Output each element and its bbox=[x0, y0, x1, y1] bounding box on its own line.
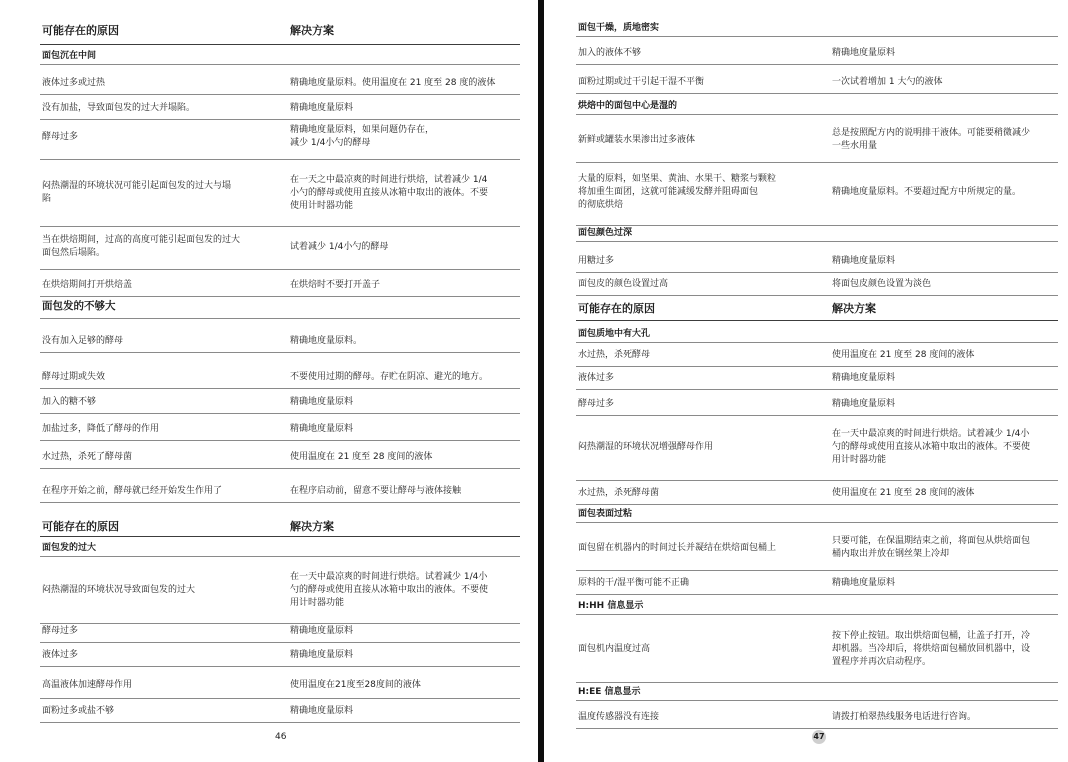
rule-line bbox=[576, 36, 1058, 37]
cause-cell-line: 水过热，杀死了酵母菌 bbox=[42, 451, 133, 462]
solution-cell-line: 只要可能，在保温期结束之前，将面包从烘焙面包 bbox=[832, 536, 1031, 546]
solution-cell bbox=[290, 371, 488, 384]
rule-line bbox=[40, 536, 520, 537]
cause-cell bbox=[578, 134, 695, 147]
cause-cell bbox=[42, 649, 78, 662]
solution-cell-line: 置程序并再次启动程序。 bbox=[832, 656, 932, 667]
solution-cell-line: 精确地度量原料 bbox=[832, 255, 896, 266]
rule-line bbox=[576, 272, 1058, 273]
rule-line bbox=[40, 556, 520, 557]
solution-cell bbox=[290, 571, 488, 610]
rule-line bbox=[40, 468, 520, 469]
cause-cell-line: 闷热潮湿的环境状况增强酵母作用 bbox=[578, 441, 714, 452]
cause-cell-line: 水过热，杀死酵母 bbox=[578, 349, 651, 360]
cause-cell bbox=[578, 577, 689, 590]
solution-cell-line: 精确地度量原料 bbox=[290, 649, 354, 660]
cause-cell bbox=[578, 372, 614, 385]
cause-cell-line: 用糖过多 bbox=[578, 255, 615, 266]
cause-cell-line: 没有加盐，导致面包发的过大并塌陷。 bbox=[42, 102, 196, 113]
rule-line bbox=[576, 504, 1058, 505]
solution-cell-line: 桶内取出并放在钢丝架上冷却 bbox=[832, 549, 950, 559]
cause-cell bbox=[42, 485, 222, 498]
rule-line bbox=[40, 159, 520, 160]
cause-cell bbox=[578, 711, 659, 724]
cause-cell bbox=[42, 705, 114, 718]
rule-line bbox=[576, 700, 1058, 701]
solution-cell-line: 精确地度量原料 bbox=[290, 423, 354, 434]
solution-cell-line: 精确地度量原料。不要超过配方中所规定的量。 bbox=[832, 186, 1022, 197]
cause-cell-line: 液体过多 bbox=[578, 372, 615, 383]
cause-cell bbox=[42, 584, 195, 597]
rule-line bbox=[576, 415, 1058, 416]
rule-line bbox=[576, 570, 1058, 571]
cause-cell bbox=[42, 131, 78, 144]
cause-cell bbox=[578, 542, 776, 555]
section-title: 面包表面过粘 bbox=[578, 509, 633, 519]
cause-cell-line: 高温液体加速酵母作用 bbox=[42, 679, 133, 690]
cause-cell-line: 面粉过期或过干引起干湿不平衡 bbox=[578, 76, 705, 87]
solution-cell-line: 一次试着增加 1 大勺的液体 bbox=[832, 76, 943, 87]
cause-cell bbox=[578, 441, 713, 454]
section-title: H:HH 信息显示 bbox=[578, 601, 644, 611]
cause-cell-line: 陷 bbox=[42, 194, 52, 204]
section-title: 面包颜色过深 bbox=[578, 228, 633, 238]
solution-cell-line: 却机器。当冷却后，将烘焙面包桶放回机器中，设 bbox=[832, 643, 1031, 654]
rule-line bbox=[576, 682, 1058, 683]
solution-cell bbox=[290, 174, 488, 213]
cause-cell bbox=[42, 335, 123, 348]
rule-line bbox=[40, 296, 520, 297]
cause-cell bbox=[42, 396, 96, 409]
solution-cell-line: 将面包皮颜色设置为淡色 bbox=[832, 278, 932, 289]
solution-cell-line: 在一天中最凉爽的时间进行烘焙。试着减少 1/4小 bbox=[290, 571, 488, 582]
solution-cell bbox=[832, 278, 931, 291]
rule-line bbox=[40, 440, 520, 441]
solution-cell bbox=[832, 577, 895, 590]
cause-cell bbox=[42, 279, 132, 292]
solution-cell-line: 使用温度在 21 度至 28 度间的液体 bbox=[832, 349, 975, 360]
rule-line bbox=[576, 162, 1058, 163]
solution-cell-line: 精确地度量原料 bbox=[832, 398, 896, 409]
rule-line bbox=[576, 614, 1058, 615]
cause-cell-line: 当在烘焙期间，过高的高度可能引起面包发的过大 bbox=[42, 235, 241, 245]
solution-cell-line: 小勺的酵母或使用直接从冰箱中取出的液体。不要 bbox=[290, 187, 489, 198]
solution-cell-line: 精确地度量原料 bbox=[290, 625, 354, 636]
solution-cell bbox=[290, 625, 353, 638]
solution-cell bbox=[832, 428, 1030, 467]
section-title: 面包沉在中间 bbox=[42, 51, 97, 61]
cause-cell bbox=[578, 173, 776, 212]
right-page bbox=[548, 0, 1068, 762]
section-title: 面包发的不够大 bbox=[42, 300, 116, 312]
cause-cell-line: 加入的糖不够 bbox=[42, 396, 97, 407]
rule-line bbox=[576, 522, 1058, 523]
solution-cell-line: 精确地度量原料 bbox=[832, 372, 896, 383]
rule-line bbox=[576, 366, 1058, 367]
cause-cell bbox=[42, 102, 195, 115]
rule-line bbox=[40, 388, 520, 389]
rule-line bbox=[40, 413, 520, 414]
cause-cell bbox=[578, 47, 641, 60]
cause-cell bbox=[42, 180, 231, 206]
cause-cell bbox=[578, 255, 614, 268]
solution-cell bbox=[290, 451, 432, 464]
section-title: H:EE 信息显示 bbox=[578, 687, 641, 697]
solution-cell-line: 精确地度量原料 bbox=[290, 396, 354, 407]
solution-cell-line: 按下停止按钮。取出烘焙面包桶，让盖子打开，冷 bbox=[832, 630, 1031, 641]
cause-cell-line: 没有加入足够的酵母 bbox=[42, 335, 124, 346]
page-number: 46 bbox=[275, 732, 287, 742]
rule-line bbox=[40, 642, 520, 643]
rule-line bbox=[576, 594, 1058, 595]
cause-cell-line: 在烘焙期间打开烘焙盖 bbox=[42, 279, 133, 290]
cause-cell bbox=[42, 371, 105, 384]
solution-cell bbox=[832, 76, 942, 89]
solution-cell bbox=[832, 186, 1021, 199]
solution-cell bbox=[290, 649, 353, 662]
solution-cell-line: 在程序启动前，留意不要让酵母与液体接触 bbox=[290, 485, 462, 496]
cause-cell-line: 酵母过多 bbox=[578, 398, 615, 409]
cause-cell-line: 液体过多或过热 bbox=[42, 77, 106, 88]
solution-cell bbox=[290, 679, 421, 692]
rule-line bbox=[40, 94, 520, 95]
rule-line bbox=[576, 114, 1058, 115]
solution-cell-line: 不要使用过期的酵母。存贮在阴凉、避光的地方。 bbox=[290, 371, 489, 382]
solution-cell-line: 使用温度在 21 度至 28 度间的液体 bbox=[290, 451, 433, 462]
solution-cell bbox=[290, 705, 353, 718]
solution-cell bbox=[832, 535, 1030, 561]
solution-cell-line: 使用温度在21度至28度间的液体 bbox=[290, 679, 421, 690]
solution-cell-line: 精确地度量原料。 bbox=[290, 335, 363, 346]
solution-cell bbox=[832, 630, 1030, 669]
cause-cell-line: 闷热潮湿的环境状况导致面包发的过大 bbox=[42, 584, 196, 595]
cause-cell-line: 在程序开始之前，酵母就已经开始发生作用了 bbox=[42, 485, 223, 496]
solution-cell-line: 在一天中最凉爽的时间进行烘焙。试着减少 1/4小 bbox=[832, 428, 1030, 439]
solution-cell bbox=[832, 255, 895, 268]
solution-cell-line: 试着减少 1/4小勺的酵母 bbox=[290, 241, 389, 252]
cause-cell bbox=[42, 234, 240, 260]
rule-line bbox=[40, 352, 520, 353]
cause-cell-line: 酵母过多 bbox=[42, 625, 79, 636]
solution-cell-line: 使用温度在 21 度至 28 度间的液体 bbox=[832, 487, 975, 498]
cause-cell-line: 的彻底烘焙 bbox=[578, 199, 624, 210]
cause-cell-line: 闷热潮湿的环境状况可能引起面包发的过大与塌 bbox=[42, 181, 232, 191]
solution-cell bbox=[832, 127, 1030, 153]
rule-line bbox=[40, 502, 520, 503]
rule-line bbox=[576, 728, 1058, 729]
solution-cell-line: 使用计时器功能 bbox=[290, 200, 354, 211]
solution-cell-line: 勺的酵母或使用直接从冰箱中取出的液体。不要使 bbox=[290, 584, 489, 595]
cause-cell-line: 液体过多 bbox=[42, 649, 79, 660]
rule-line bbox=[576, 241, 1058, 242]
header-cause: 可能存在的原因 bbox=[42, 24, 119, 37]
solution-cell bbox=[832, 711, 976, 724]
solution-cell-line: 一些水用量 bbox=[832, 141, 878, 151]
solution-cell-line: 请拨打柏翠热线服务电话进行咨询。 bbox=[832, 711, 977, 722]
cause-cell-line: 面粉过多或盐不够 bbox=[42, 705, 115, 716]
cause-cell-line: 面包皮的颜色设置过高 bbox=[578, 278, 669, 289]
cause-cell-line: 温度传感器没有连接 bbox=[578, 711, 660, 722]
cause-cell bbox=[42, 625, 78, 638]
cause-cell bbox=[578, 487, 659, 500]
solution-cell bbox=[832, 47, 895, 60]
rule-line bbox=[40, 269, 520, 270]
solution-cell-line: 精确地度量原料，如果问题仍存在， bbox=[290, 125, 435, 135]
solution-cell-line: 精确地度量原料 bbox=[290, 102, 354, 113]
rule-line bbox=[40, 119, 520, 120]
header-cause: 可能存在的原因 bbox=[578, 302, 655, 315]
solution-cell bbox=[290, 279, 380, 292]
cause-cell-line: 原料的干/湿平衡可能不正确 bbox=[578, 577, 690, 588]
cause-cell bbox=[578, 349, 650, 362]
rule-line bbox=[576, 320, 1058, 321]
solution-cell bbox=[290, 241, 388, 254]
cause-cell bbox=[42, 77, 105, 90]
cause-cell bbox=[42, 451, 132, 464]
rule-line bbox=[40, 226, 520, 227]
header-solution: 解决方案 bbox=[290, 24, 334, 37]
header-solution: 解决方案 bbox=[290, 520, 334, 533]
rule-line bbox=[40, 44, 520, 45]
solution-cell bbox=[290, 423, 353, 436]
cause-cell-line: 面包然后塌陷。 bbox=[42, 248, 106, 258]
solution-cell bbox=[832, 398, 895, 411]
rule-line bbox=[40, 698, 520, 699]
section-title: 烘焙中的面包中心是湿的 bbox=[578, 101, 678, 111]
solution-cell-line: 用计时器功能 bbox=[832, 454, 887, 465]
cause-cell-line: 面包留在机器内的时间过长并凝结在烘焙面包桶上 bbox=[578, 542, 777, 553]
solution-cell-line: 精确地度量原料 bbox=[832, 47, 896, 58]
rule-line bbox=[576, 225, 1058, 226]
solution-cell-line: 总是按照配方内的说明排干液体。可能要稍微减少 bbox=[832, 128, 1031, 138]
solution-cell-line: 精确地度量原料 bbox=[832, 577, 896, 588]
cause-cell-line: 加入的液体不够 bbox=[578, 47, 642, 58]
cause-cell bbox=[578, 398, 614, 411]
cause-cell bbox=[42, 679, 132, 692]
cause-cell-line: 酵母过期或失效 bbox=[42, 371, 106, 382]
section-title: 面包发的过大 bbox=[42, 543, 97, 553]
cause-cell bbox=[578, 76, 704, 89]
rule-line bbox=[576, 295, 1058, 296]
rule-line bbox=[576, 342, 1058, 343]
solution-cell bbox=[290, 124, 434, 150]
solution-cell-line: 在烘焙时不要打开盖子 bbox=[290, 279, 381, 290]
solution-cell-line: 用计时器功能 bbox=[290, 597, 345, 608]
cause-cell-line: 水过热，杀死酵母菌 bbox=[578, 487, 660, 498]
solution-cell-line: 在一天之中最凉爽的时间进行烘焙，试着减少 1/4 bbox=[290, 174, 488, 185]
solution-cell bbox=[290, 77, 495, 90]
page-number: 47 bbox=[812, 730, 826, 744]
cause-cell bbox=[42, 423, 159, 436]
solution-cell bbox=[290, 396, 353, 409]
rule-line bbox=[40, 318, 520, 319]
cause-cell-line: 将加重生面团，这就可能减缓发酵并阻碍面包 bbox=[578, 186, 759, 197]
solution-cell bbox=[290, 102, 353, 115]
solution-cell-line: 勺的酵母或使用直接从冰箱中取出的液体。不要使 bbox=[832, 441, 1031, 452]
solution-cell-line: 精确地度量原料。使用温度在 21 度至 28 度的液体 bbox=[290, 77, 496, 88]
section-title: 面包干燥，质地密实 bbox=[578, 23, 660, 33]
rule-line bbox=[40, 623, 520, 624]
cause-cell bbox=[578, 278, 668, 291]
cause-cell-line: 加盐过多，降低了酵母的作用 bbox=[42, 423, 160, 434]
cause-cell-line: 新鲜或罐装水果渗出过多液体 bbox=[578, 134, 696, 145]
header-solution: 解决方案 bbox=[832, 302, 876, 315]
cause-cell-line: 酵母过多 bbox=[42, 131, 79, 142]
solution-cell bbox=[832, 487, 974, 500]
solution-cell-line: 精确地度量原料 bbox=[290, 705, 354, 716]
solution-cell-line: 减少 1/4小勺的酵母 bbox=[290, 138, 371, 148]
section-title: 面包质地中有大孔 bbox=[578, 329, 651, 339]
solution-cell bbox=[290, 335, 362, 348]
rule-line bbox=[576, 64, 1058, 65]
rule-line bbox=[40, 64, 520, 65]
solution-cell bbox=[290, 485, 461, 498]
rule-line bbox=[576, 480, 1058, 481]
solution-cell bbox=[832, 349, 974, 362]
rule-line bbox=[576, 93, 1058, 94]
rule-line bbox=[576, 389, 1058, 390]
cause-cell-line: 面包机内温度过高 bbox=[578, 643, 651, 654]
header-cause: 可能存在的原因 bbox=[42, 520, 119, 533]
solution-cell bbox=[832, 372, 895, 385]
rule-line bbox=[40, 722, 520, 723]
rule-line bbox=[40, 666, 520, 667]
cause-cell-line: 大量的原料，如坚果、黄油、水果干、糖浆与颗粒 bbox=[578, 173, 777, 184]
cause-cell bbox=[578, 643, 650, 656]
